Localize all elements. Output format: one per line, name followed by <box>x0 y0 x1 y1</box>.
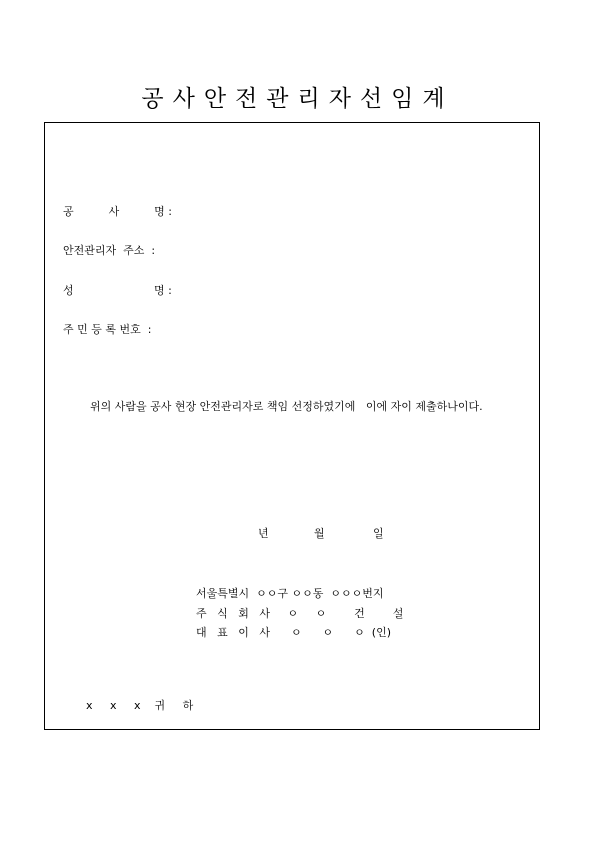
date-year: 년 <box>258 527 269 540</box>
company-address: 서울특별시 ㅇㅇ구 ㅇㅇ동 ㅇㅇㅇ번지 <box>196 587 384 600</box>
document-title: 공사안전관리자선임계 <box>141 86 454 112</box>
company-name: 주 식 회 사 ㅇ ㅇ 건 설 <box>196 607 404 620</box>
field-safety-manager-address: 안전관리자 주소 : <box>63 244 156 257</box>
company-representative: 대 표 이 사 ㅇ ㅇ ㅇ (인) <box>196 626 391 639</box>
date-month: 월 <box>314 527 325 540</box>
field-resident-number: 주 민 등 록 번호 : <box>63 323 152 336</box>
date-day: 일 <box>373 527 384 540</box>
field-name: 성 명 : <box>63 284 172 297</box>
statement-text: 위의 사람을 공사 현장 안전관리자로 책임 선정하였기에 이에 자이 제출하나이다. <box>90 400 483 413</box>
field-project-name: 공 사 명 : <box>63 205 173 218</box>
recipient-line: x x x 귀 하 <box>86 699 194 712</box>
